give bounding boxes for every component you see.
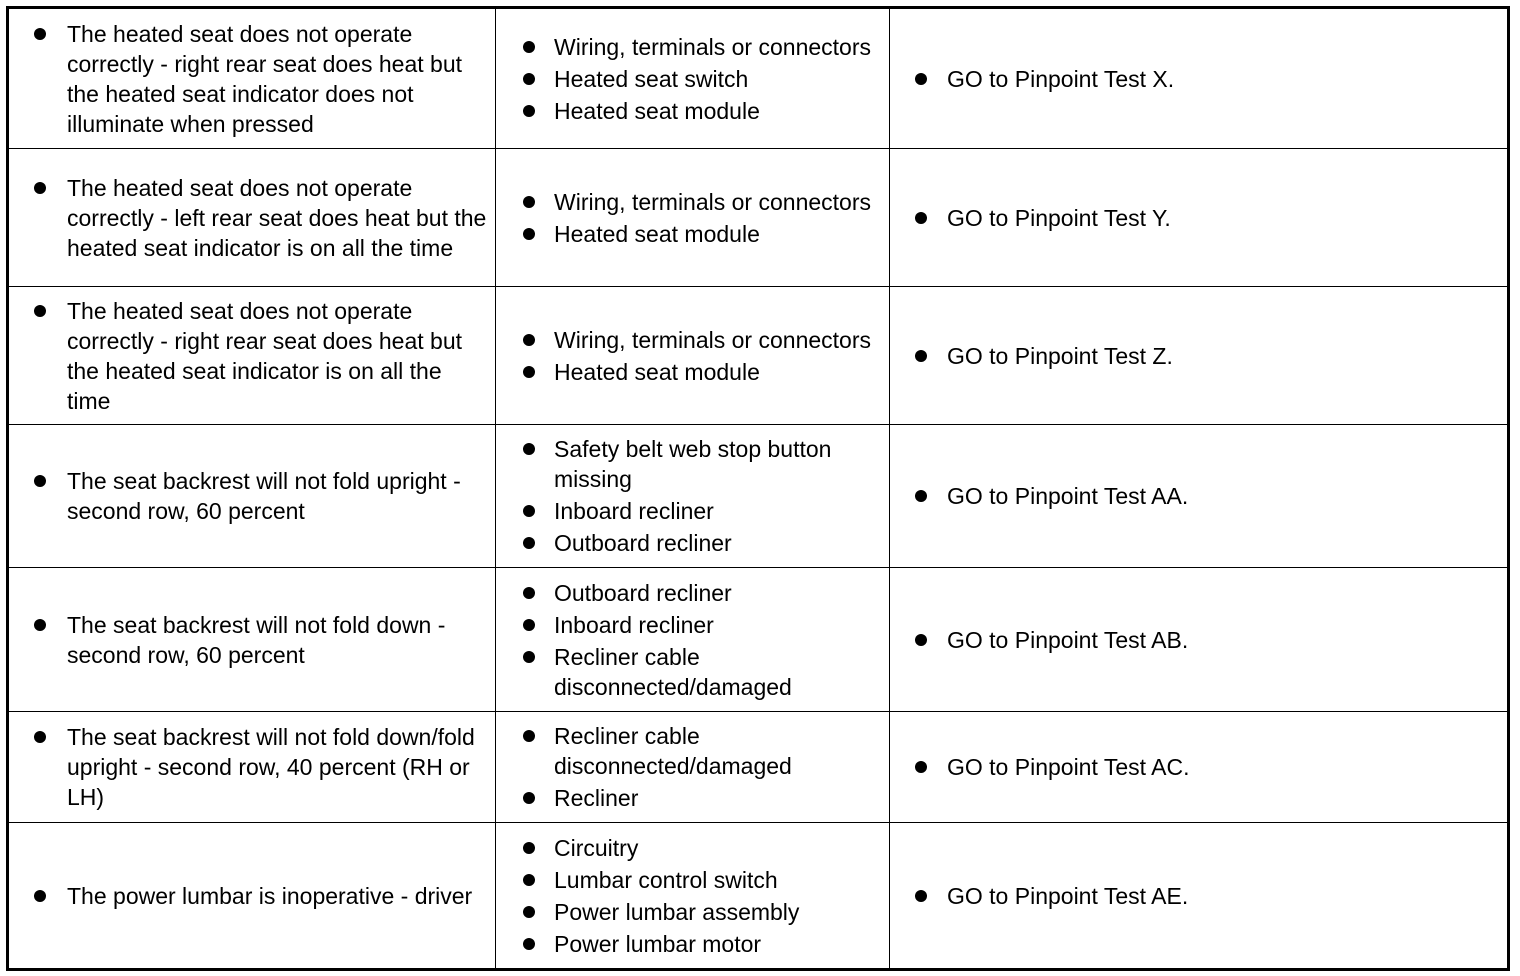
- action-item: [890, 881, 1507, 911]
- condition-text: The seat backrest will not fold upright - second row, 60 percent: [67, 468, 461, 524]
- condition-list: [9, 19, 495, 139]
- possible-source-item: [496, 865, 889, 895]
- possible-source-text: Wiring, terminals or connectors: [554, 188, 871, 215]
- bullet-icon: [915, 350, 927, 362]
- bullet-icon: [523, 651, 535, 663]
- condition-text: The power lumbar is inoperative - driver: [67, 882, 473, 909]
- bullet-icon: [523, 366, 535, 378]
- table-row: [8, 287, 1509, 425]
- possible-source-item: [496, 897, 889, 927]
- pinpoint-test-link: GO to Pinpoint Test Z.: [947, 342, 1173, 369]
- condition-cell: [8, 568, 496, 712]
- table-row: [8, 568, 1509, 712]
- bullet-icon: [34, 305, 46, 317]
- possible-source-text: Heated seat module: [554, 358, 760, 385]
- possible-source-text: Power lumbar assembly: [554, 898, 800, 925]
- bullet-icon: [523, 41, 535, 53]
- possible-source-item: [496, 96, 889, 126]
- action-item: [890, 203, 1507, 233]
- possible-source-text: Lumbar control switch: [554, 866, 778, 893]
- action-item: [890, 752, 1507, 782]
- table-row: [8, 823, 1509, 970]
- possible-source-item: [496, 496, 889, 526]
- possible-source-list: [496, 187, 889, 249]
- action-cell: [890, 287, 1509, 425]
- bullet-icon: [34, 28, 46, 40]
- condition-item: [9, 722, 495, 812]
- bullet-icon: [915, 890, 927, 902]
- condition-cell: [8, 8, 496, 149]
- bullet-icon: [523, 619, 535, 631]
- table-row: [8, 712, 1509, 823]
- condition-list: [9, 296, 495, 416]
- possible-source-cell: [496, 149, 890, 287]
- possible-source-item: [496, 721, 889, 781]
- action-item: [890, 625, 1507, 655]
- bullet-icon: [915, 761, 927, 773]
- pinpoint-test-link: GO to Pinpoint Test AB.: [947, 626, 1189, 653]
- condition-cell: [8, 149, 496, 287]
- action-list: [890, 881, 1507, 911]
- bullet-icon: [34, 890, 46, 902]
- action-cell: [890, 568, 1509, 712]
- possible-source-list: [496, 578, 889, 702]
- pinpoint-test-link: GO to Pinpoint Test X.: [947, 65, 1175, 92]
- possible-source-item: [496, 783, 889, 813]
- possible-source-item: [496, 187, 889, 217]
- action-list: [890, 752, 1507, 782]
- possible-source-text: Heated seat module: [554, 97, 760, 124]
- bullet-icon: [34, 475, 46, 487]
- condition-list: [9, 881, 495, 911]
- condition-cell: [8, 287, 496, 425]
- bullet-icon: [523, 874, 535, 886]
- possible-source-item: [496, 32, 889, 62]
- condition-item: [9, 881, 495, 911]
- bullet-icon: [523, 842, 535, 854]
- bullet-icon: [523, 334, 535, 346]
- possible-source-item: [496, 325, 889, 355]
- bullet-icon: [915, 490, 927, 502]
- possible-source-item: [496, 578, 889, 608]
- action-cell: [890, 149, 1509, 287]
- table-row: [8, 425, 1509, 568]
- condition-item: [9, 173, 495, 263]
- possible-source-item: [496, 642, 889, 702]
- condition-list: [9, 722, 495, 812]
- bullet-icon: [523, 505, 535, 517]
- possible-source-item: [496, 434, 889, 494]
- possible-source-text: Recliner: [554, 785, 639, 811]
- pinpoint-test-link: GO to Pinpoint Test AA.: [947, 483, 1189, 509]
- pinpoint-test-link: GO to Pinpoint Test AC.: [947, 754, 1190, 780]
- possible-source-text: Outboard recliner: [554, 530, 732, 556]
- condition-list: [9, 610, 495, 670]
- bullet-icon: [523, 792, 535, 804]
- bullet-icon: [34, 619, 46, 631]
- possible-source-text: Circuitry: [554, 834, 639, 861]
- condition-text: The seat backrest will not fold down/fold upright - second row, 40 percent (RH or LH): [67, 724, 475, 810]
- action-item: [890, 481, 1507, 511]
- possible-source-text: Recliner cable disconnected/damaged: [554, 723, 792, 779]
- bullet-icon: [523, 228, 535, 240]
- possible-source-cell: [496, 823, 890, 970]
- action-list: [890, 341, 1507, 371]
- possible-source-text: Power lumbar motor: [554, 930, 762, 957]
- bullet-icon: [523, 938, 535, 950]
- bullet-icon: [915, 73, 927, 85]
- bullet-icon: [523, 105, 535, 117]
- action-cell: [890, 712, 1509, 823]
- condition-item: [9, 610, 495, 670]
- possible-source-list: [496, 32, 889, 126]
- table-row: [8, 149, 1509, 287]
- bullet-icon: [523, 587, 535, 599]
- possible-source-cell: [496, 8, 890, 149]
- possible-source-text: Outboard recliner: [554, 579, 732, 606]
- condition-text: The heated seat does not operate correctly - right rear seat does heat but the heated seat indicator is on all the time: [67, 297, 463, 414]
- condition-list: [9, 173, 495, 263]
- possible-source-text: Heated seat module: [554, 220, 760, 247]
- possible-source-text: Safety belt web stop button missing: [554, 436, 832, 492]
- action-item: [890, 64, 1507, 94]
- condition-text: The heated seat does not operate correctly - left rear seat does heat but the heated seat indicator is on all the time: [67, 174, 487, 261]
- condition-text: The seat backrest will not fold down - second row, 60 percent: [67, 611, 446, 668]
- symptom-chart-body: [8, 8, 1509, 970]
- pinpoint-test-link: GO to Pinpoint Test AE.: [947, 882, 1189, 909]
- possible-source-item: [496, 610, 889, 640]
- possible-source-item: [496, 929, 889, 959]
- possible-source-text: Wiring, terminals or connectors: [554, 326, 871, 353]
- action-list: [890, 625, 1507, 655]
- possible-source-cell: [496, 712, 890, 823]
- possible-source-cell: [496, 568, 890, 712]
- bullet-icon: [523, 443, 535, 455]
- condition-item: [9, 296, 495, 416]
- possible-source-list: [496, 434, 889, 558]
- possible-source-text: Wiring, terminals or connectors: [554, 33, 871, 60]
- symptom-chart-table: [6, 6, 1510, 971]
- action-item: [890, 341, 1507, 371]
- table-row: [8, 8, 1509, 149]
- bullet-icon: [915, 212, 927, 224]
- bullet-icon: [523, 537, 535, 549]
- possible-source-cell: [496, 287, 890, 425]
- condition-item: [9, 19, 495, 139]
- bullet-icon: [523, 73, 535, 85]
- bullet-icon: [523, 730, 535, 742]
- action-cell: [890, 823, 1509, 970]
- condition-cell: [8, 823, 496, 970]
- condition-item: [9, 466, 495, 526]
- possible-source-list: [496, 833, 889, 959]
- bullet-icon: [523, 196, 535, 208]
- condition-list: [9, 466, 495, 526]
- possible-source-item: [496, 219, 889, 249]
- possible-source-text: Inboard recliner: [554, 498, 714, 524]
- condition-cell: [8, 712, 496, 823]
- condition-text: The heated seat does not operate correctly - right rear seat does heat but the heated seat indicator does not illuminate when pressed: [67, 20, 463, 137]
- condition-cell: [8, 425, 496, 568]
- possible-source-text: Heated seat switch: [554, 65, 749, 92]
- possible-source-item: [496, 833, 889, 863]
- possible-source-text: Recliner cable disconnected/damaged: [554, 643, 792, 700]
- bullet-icon: [915, 634, 927, 646]
- possible-source-item: [496, 357, 889, 387]
- action-list: [890, 203, 1507, 233]
- bullet-icon: [523, 906, 535, 918]
- possible-source-cell: [496, 425, 890, 568]
- action-list: [890, 481, 1507, 511]
- action-cell: [890, 425, 1509, 568]
- pinpoint-test-link: GO to Pinpoint Test Y.: [947, 204, 1171, 231]
- possible-source-list: [496, 325, 889, 387]
- possible-source-item: [496, 64, 889, 94]
- action-cell: [890, 8, 1509, 149]
- action-list: [890, 64, 1507, 94]
- possible-source-text: Inboard recliner: [554, 611, 714, 638]
- possible-source-item: [496, 528, 889, 558]
- bullet-icon: [34, 731, 46, 743]
- possible-source-list: [496, 721, 889, 813]
- bullet-icon: [34, 182, 46, 194]
